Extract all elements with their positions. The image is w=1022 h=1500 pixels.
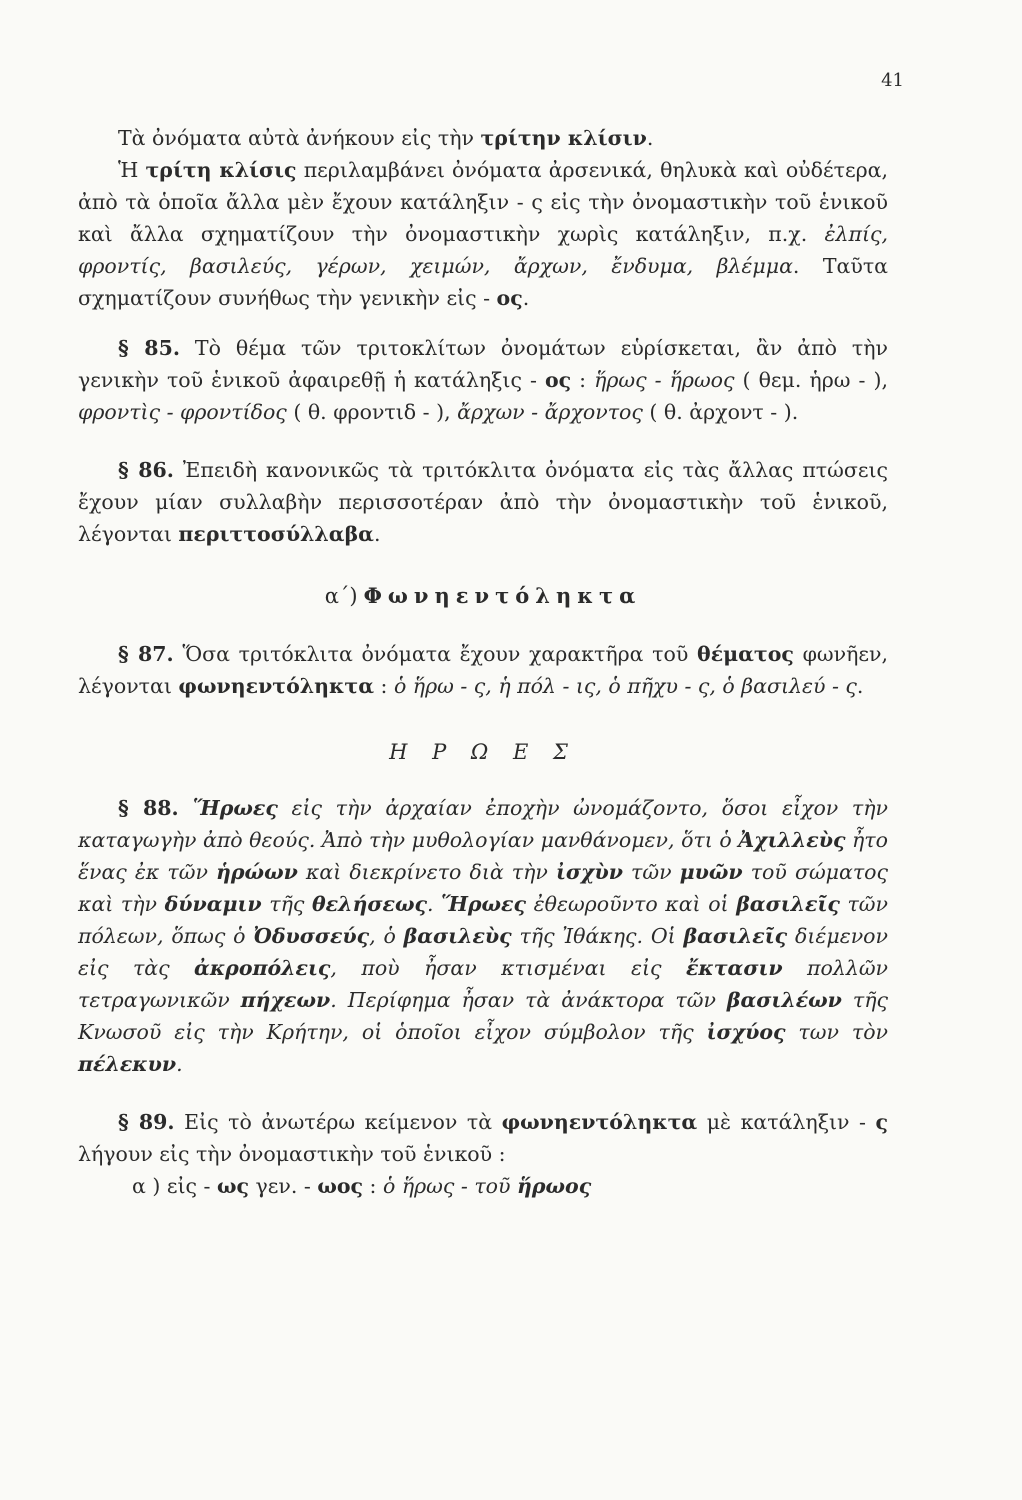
- examples-list: ἐλπίς, φροντίς, βασιλεύς, γέρων, χειμών, ἄρχων, ἔνδυμα, βλέμμα: [78, 222, 888, 278]
- term-phoneentolekta: φωνηεντόληκτα: [178, 674, 374, 698]
- page-body: [78, 122, 888, 1202]
- term-third-declension-def: τρίτη κλίσις: [145, 158, 297, 182]
- subsection-title: Φωνηεντόληκτα: [363, 583, 642, 608]
- section-mark: § 86.: [118, 458, 174, 482]
- section-mark: § 85.: [118, 336, 180, 360]
- section-89: § 89. Εἰς τὸ ἀνωτέρω κείμενον τὰ φωνηεντόληκτα μὲ κατάληξιν - ς λήγουν εἰς τὴν ὀνομαστικὴν τοῦ ἑνικοῦ :: [78, 1110, 888, 1166]
- section-88-reading: § 88. Ἥρωες εἰς τὴν ἀρχαίαν ἐποχὴν ὠνομάζοντο, ὅσοι εἶχον τὴν καταγωγὴν ἀπὸ θεούς. Ἀπὸ τὴν μυθολογίαν μανθάνομεν, ὅτι ὁ Ἀχιλλεὺς ἦτο ἕνας ἐκ τῶν ἡρώων καὶ διεκρίνετο διὰ τὴν ἰσχὺν τῶν μυῶν τοῦ σώματος καὶ τὴν δύναμιν τῆς θελήσεως. Ἥρωες ἐθεωροῦντο καὶ οἱ βασιλεῖς τῶν πόλεων, ὅπως ὁ Ὀδυσσεύς, ὁ βασιλεὺς τῆς Ἰθάκης. Οἱ βασιλεῖς διέμενον εἰς τὰς ἀκροπόλεις, ποὺ ἦσαν κτισμέναι εἰς ἔκτασιν πολλῶν τετραγωνικῶν πήχεων. Περίφημα ἦσαν τὰ ἀνάκτορα τῶν βασιλέων τῆς Κνωσοῦ εἰς τὴν Κρήτην, οἱ ὁποῖοι εἶχον σύμβολον τῆς ἰσχύος των τὸν πέλεκυν.: [78, 796, 889, 1076]
- page-number: 41: [881, 70, 904, 91]
- section-85: § 85. Τὸ θέμα τῶν τριτοκλίτων ὀνομάτων εὑρίσκεται, ἂν ἀπὸ τὴν γενικὴν τοῦ ἑνικοῦ ἀφαιρεθῇ ἡ κατάληξις - ος : ἥρως - ἥρωος ( θεμ. ἡρω - ), φροντὶς - φροντίδος ( θ. φροντιδ - ), ἄρχων - ἄρχοντος ( θ. ἀρχοντ - ).: [78, 336, 888, 424]
- section-87: § 87. Ὅσα τριτόκλιτα ὀνόματα ἔχουν χαρακτῆρα τοῦ θέματος φωνῆεν, λέγονται φωνηεντόληκτα : ὁ ἥρω - ς, ἡ πόλ - ις, ὁ πῆχυ - ς, ὁ βασιλεύ - ς.: [78, 642, 888, 698]
- subsection-heading: α΄) Φωνηεντόληκτα: [324, 583, 642, 608]
- term-third-declension: τρίτην κλίσιν: [480, 126, 647, 150]
- section-mark: § 89.: [118, 1110, 175, 1134]
- section-mark: § 88.: [118, 796, 179, 820]
- third-declension-paragraph: Ἡ τρίτη κλίσις περιλαμβάνει ὀνόματα ἀρσενικά, θηλυκὰ καὶ οὐδέτερα, ἀπὸ τὰ ὁποῖα ἄλλα μὲν ἔχουν κατάληξιν - ς εἰς τὴν ὀνομαστικὴν τοῦ ἑνικοῦ καὶ ἄλλα σχηματίζουν τὴν ὀνομαστικὴν χωρὶς κατάληξιν, π.χ. ἐλπίς, φροντίς, βασιλεύς, γέρων, χειμών, ἄρχων, ἔνδυμα, βλέμμα. Ταῦτα σχηματίζουν συνήθως τὴν γενικὴν εἰς - ος.: [78, 158, 888, 310]
- heroes-heading: Η Ρ Ω Ε Σ: [389, 740, 577, 764]
- term-perittosyllaba: περιττοσύλλαβα: [178, 522, 374, 546]
- section-86: § 86. Ἐπειδὴ κανονικῶς τὰ τριτόκλιτα ὀνόματα εἰς τὰς ἄλλας πτώσεις ἔχουν μίαν συλλαβὴν περισσοτέραν ἀπὸ τὴν ὀνομαστικὴν τοῦ ἑνικοῦ, λέγονται περιττοσύλλαβα.: [78, 458, 888, 546]
- book-page: [78, 0, 904, 1500]
- ending-rule-a: α ) εἰς - ως γεν. - ωος : ὁ ἥρως - τοῦ ἥρωος: [132, 1174, 592, 1198]
- intro-sentence: Τὰ ὀνόματα αὐτὰ ἀνήκουν εἰς τὴν τρίτην κλίσιν.: [118, 126, 654, 150]
- section-mark: § 87.: [118, 642, 174, 666]
